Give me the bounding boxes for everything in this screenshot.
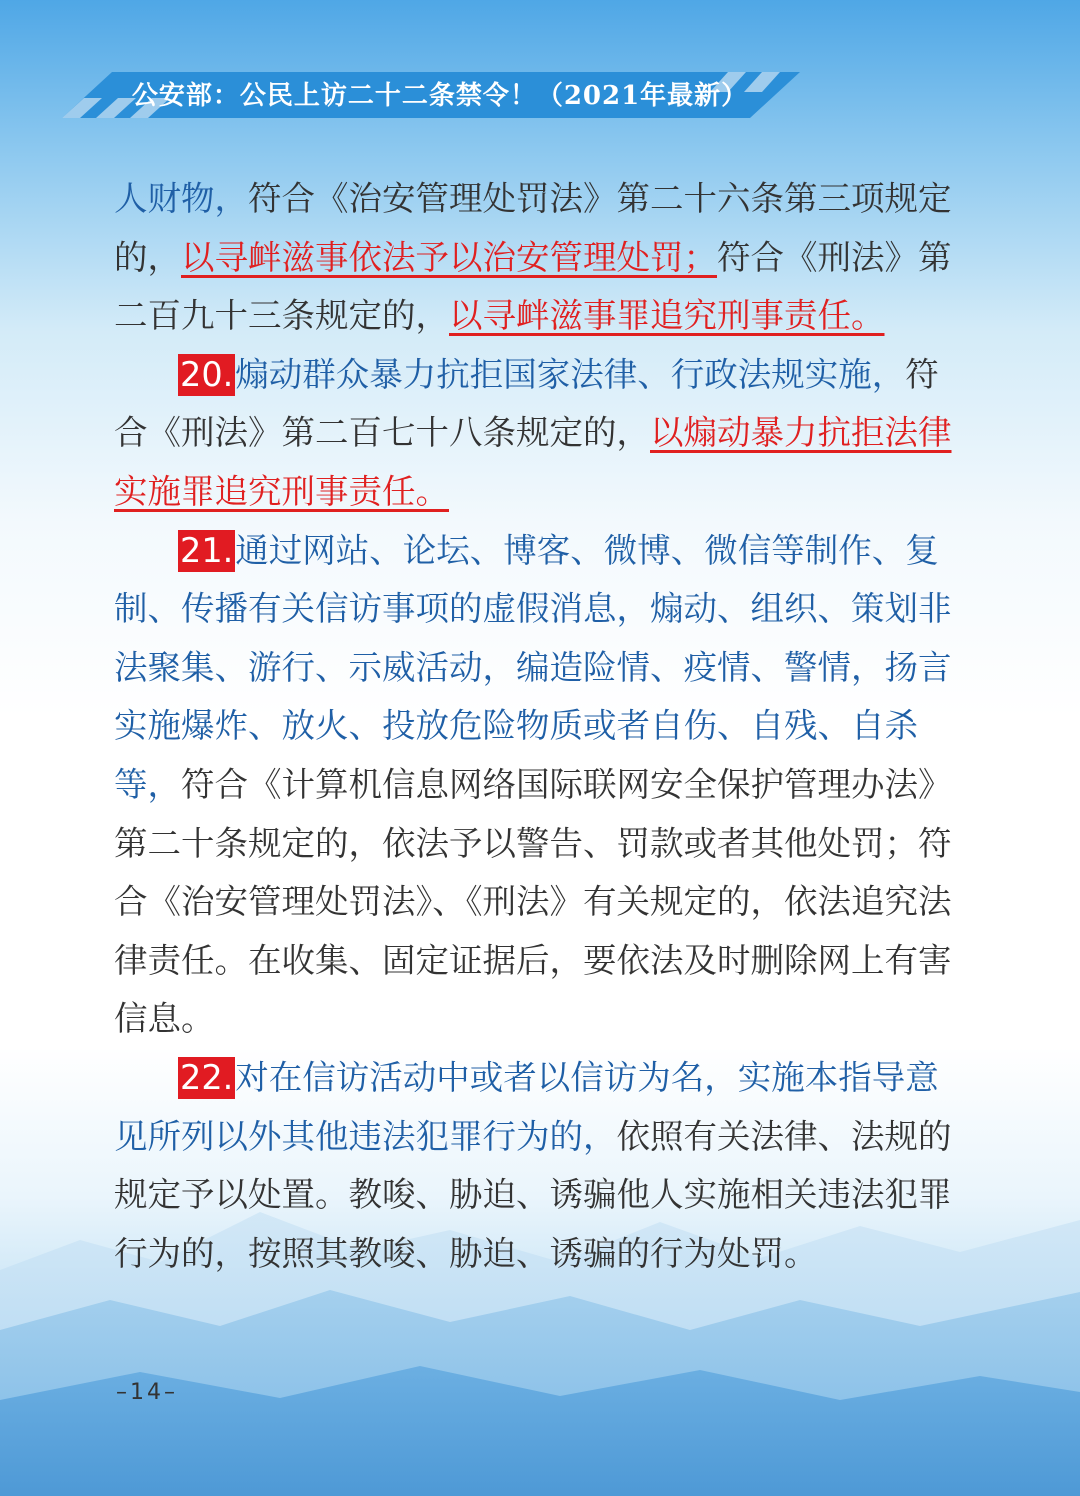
paragraph-continued [114,170,964,346]
paragraph-item-22 [114,1049,964,1283]
blue-text: 人财物， [114,179,248,218]
paragraph-item-21 [114,522,964,1049]
body-text: 符合《计算机信息网络国际联网安全保护管理办法》第二十条规定的，依法予以警告、罚款或者其他处罚；符合《治安管理处罚法》、《刑法》有关规定的，依法追究法律责任。在收集、固定证据后，要依法及时删除网上有害信息。 [114,764,952,1039]
blue-text: 煽动群众暴力抗拒国家法律、行政法规实施， [235,354,906,394]
item-number-badge: 20. [180,354,234,394]
body-text: 符合《治安管理处罚法》第二十六条第三项规定的， [114,179,952,277]
body-text: 符合《刑法》第二百九十三条规定的， [114,237,952,336]
red-emphasis-text: 以煽动暴力抗拒法律实施罪追究刑事责任。 [114,413,952,511]
item-number-badge: 21. [180,530,234,570]
body-text: 符合《刑法》第二百七十八条规定的， [114,354,939,453]
red-emphasis-text: 以寻衅滋事依法予以治安管理处罚； [181,237,717,277]
header-title: 公安部：公民上访二十二条禁令！（2021年最新） [131,81,749,111]
red-emphasis-text: 以寻衅滋事罪追究刑事责任。 [449,296,885,336]
page-number: –14– [116,1380,178,1405]
blue-text: 通过网站、论坛、博客、微博、微信等制作、复制、传播有关信访事项的虚假消息，煽动、组织、策划非法聚集、游行、示威活动，编造险情、疫情、警情，扬言实施爆炸、放火、投放危险物质或者自伤、自残、自杀等， [114,530,952,804]
blue-text: 对在信访活动中或者以信访为名，实施本指导意见所列以外其他违法犯罪行为的， [114,1057,939,1156]
item-number-badge: 22. [180,1057,234,1097]
document-body [114,170,964,1283]
paragraph-item-20 [114,346,964,522]
body-text: 依照有关法律、法规的规定予以处置。教唆、胁迫、诱骗他人实施相关违法犯罪行为的，按照其教唆、胁迫、诱骗的行为处罚。 [114,1116,952,1273]
